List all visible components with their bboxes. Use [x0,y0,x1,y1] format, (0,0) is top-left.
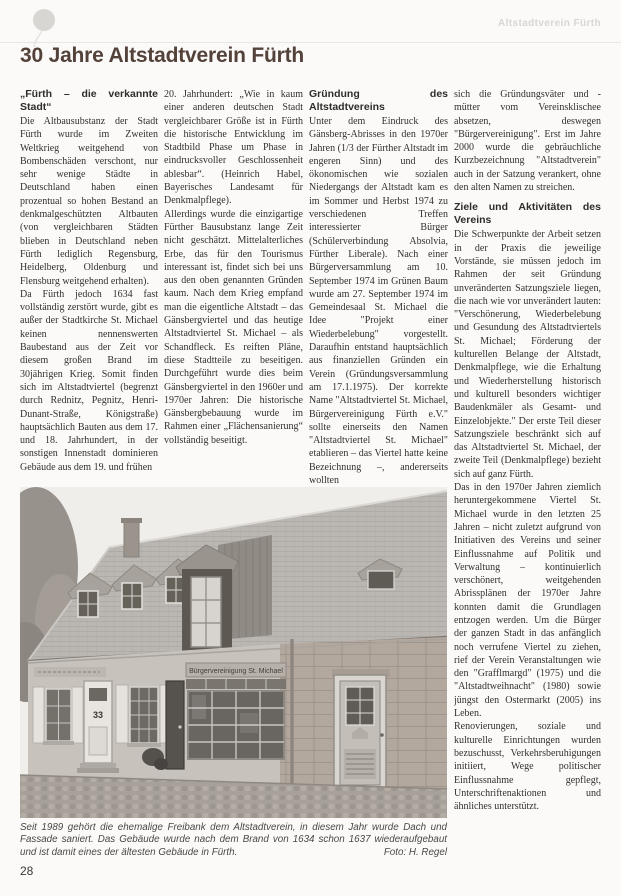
chimney [121,518,142,557]
body-paragraph: Die Schwerpunkte der Arbeit setzen in der Praxis die jeweilige Vorstände, sie müssen jedoch im Rahmen der seit Gründung unveränderten Satzungsziele liegen, die nach wie vor unverändert lauten: "Verschönerung, Wiederbelebung und Gesundung des Altstadtviertels St. Michael; Förderung der kulturellen Belange der Altstadt, Denkmalpflege, wie die Erhaltung und Wiederherstellung historisch und kulturell besonders wichtiger Baudenkmäler als Gesamt- und Einzelobjekte." Der erste Teil dieser Satzungsziele beschränkt sich auf das Altstadtviertel St. Michael, der zweite Teil (Denkmalpflege) bezieht sich auf ganz Fürth. [454,229,601,480]
body-paragraph: Das in den 1970er Jahren ziemlich heruntergekommene Viertel St. Michael wurde in den letzten 25 Jahren – nicht zuletzt aufgrund von Initiativen des Vereins und seiner Einflussnahme auf Politik und Verwaltung – kontinuierlich verschönert, weitgehenden Abrissplänen der 1970er Jahre konnten damit die Grundlagen entzogen werden. Um die Bürger der ganzen Stadt in das anfänglich noch verrufene Viertel zu ziehen, rief der Verein Veranstaltungen wie den "Grafflmargd" (1975) und die "Altstadtweihnacht" (1980) sowie jüngst den Ostermarkt (2005) ins Leben. [454,482,601,720]
body-paragraph: Unter dem Eindruck des Gänsberg-Abrisses in den 1970er Jahren (1/3 der Fürther Altstadt im engeren Sinn) und des ökonomischen wie sozialen Niedergangs der Altstadt kam es im Sommer und Herbst 1974 zu verschiedenen Treffen interessierter Bürger (Schülerverbindung Absolvia, Fürther Liberale). Nach einer Bürgerversammlung am 10. September 1974 im Grünen Baum wurde am 27. September 1974 im Gemeindesaal St. Michael die Idee "Projekt einer Wiederbelebung" vorgestellt. Daraufhin entstand hauptsächlich aus finanziellen Gründen ein Verein (Gründungsversammlung am 17.1.1975). Der korrekte Name "Altstadtviertel St. Michael, Bürgervereinigung Fürth e.V." sollte einerseits den Namen "Altstadtviertel St. Michael" etablieren – das Viertel hatte keine Bezeichnung –, andererseits wollten [309,116,448,487]
photo-credit: Foto: H. Regel [383,847,447,858]
building-photo [20,487,447,818]
body-paragraph: sich die Gründungsväter und -mütter vom Vereinsklischee absetzen, deswegen "Bürgervereinigung". Erst im Jahre 2000 wurde die gebräuchliche Kurzbezeichnung "Altstadtverein" auch in der Satzung verankert, ohne den alten Namen zu streichen. [454,89,601,194]
photo-caption: Seit 1989 gehört die ehemalige Freibank dem Altstadtverein, in diesem Jahr wurde Dach und Fassade saniert. Das Gebäude wurde nach dem Brand von 1634 schon 1637 wiederaufgebaut und ist damit eines der ältesten Gebäude in Fürth. [20,822,447,858]
photo-house-number: 33 [92,710,104,720]
column-3 [309,88,448,498]
column-4 [454,88,601,882]
body-paragraph: Die Altbausubstanz der Stadt Fürth wurde im Zweiten Weltkrieg weitgehend von Bombenschäden verschont, nur sehr wenige Städte in Deutschland haben einen prozentual so hohen Bestand an denkmalgeschützten Altbauten (von vergleichbaren Städten blieben in Deutschland neben Fürth lediglich Regensburg, Heidelberg, Oldenburg und Flensburg weitgehend erhalten). [20,116,158,287]
body-paragraph: Da Fürth jedoch 1634 fast vollständig zerstört wurde, gibt es außer der Stadtkirche St. Michael keinen nennenswerten Baubestand aus der Zeit vor diesem großen Brand im 30jährigen Krieg. Somit finden sich im Altstadtviertel (begrenzt durch Rednitz, Pegnitz, Henri-Dunant-Straße, Königstraße) hauptsächlich Bauten aus dem 17. und 18. Jahrhundert, in der sonstigen Innenstadt dominieren Gebäude aus dem 19. und frühen [20,288,158,473]
body-paragraph: Renovierungen, soziale und kulturelle Einrichtungen wurden bezuschusst, Verkehrsberuhigungen initiiert, Wege politischer Einflussnahme gepflegt, Unterschriftenaktionen und ähnliches unterstützt. [454,721,601,813]
deco-mark-graphic [22,4,92,48]
entrance-door-left [77,681,119,773]
body-paragraph: 20. Jahrhundert: „Wie in kaum einer anderen deutschen Stadt vergleichbarer Größe ist in Fürth die historische Entwicklung im Stadtbild Phase um Phase in eindrucksvoller Geschlossenheit ablesbar“. (Heinrich Habel, Bayerisches Landesamt für Denkmalpflege). [164,89,303,207]
column-2 [164,88,303,486]
shop-front [186,663,286,759]
photo-sign: Bürgervereinigung St. Michael [189,668,283,675]
column-heading: Gründung des Altstadtvereins [309,88,448,113]
shuttered-window [116,685,172,747]
page-title: 30 Jahre Altstadtverein Fürth [20,44,305,67]
column-1 [20,88,158,486]
column-heading: Ziele und Aktivitäten des Vereins [454,201,601,226]
right-door [328,669,392,797]
building-photo-graphic [20,487,447,818]
deco-circle [33,9,55,31]
page-number: 28 [20,864,34,878]
plant [154,758,168,770]
center-bay-window [176,545,238,653]
body-paragraph: Allerdings wurde die einzigartige Fürther Bausubstanz lange Zeit nicht geschätzt. Mittelalterliches Erbe, das für den Tourismus interessant ist, findet sich bei uns aus den oben genannten Gründen kaum. Nach dem Krieg empfand man die eigentliche Altstadt – das Gänsbergviertel und das heutige Altstadtviertel St. Michael – als Schandfleck. Es reiften Pläne, diese Stadtteile zu beseitigen. Durchgeführt wurde dies beim Gänsbergviertel in den 1960er und 1970er Jahren: Die historische Gänsbergbebauung wurde im Rahmen einer „Flächensanierung“ vollständig beseitigt. [164,208,303,446]
running-header: Altstadtverein Fürth [497,18,601,29]
shuttered-window [33,687,83,745]
header-rule [0,42,621,43]
left-sign [34,667,106,677]
column-heading: „Fürth – die verkannte Stadt“ [20,88,158,113]
shop-door [166,681,184,769]
